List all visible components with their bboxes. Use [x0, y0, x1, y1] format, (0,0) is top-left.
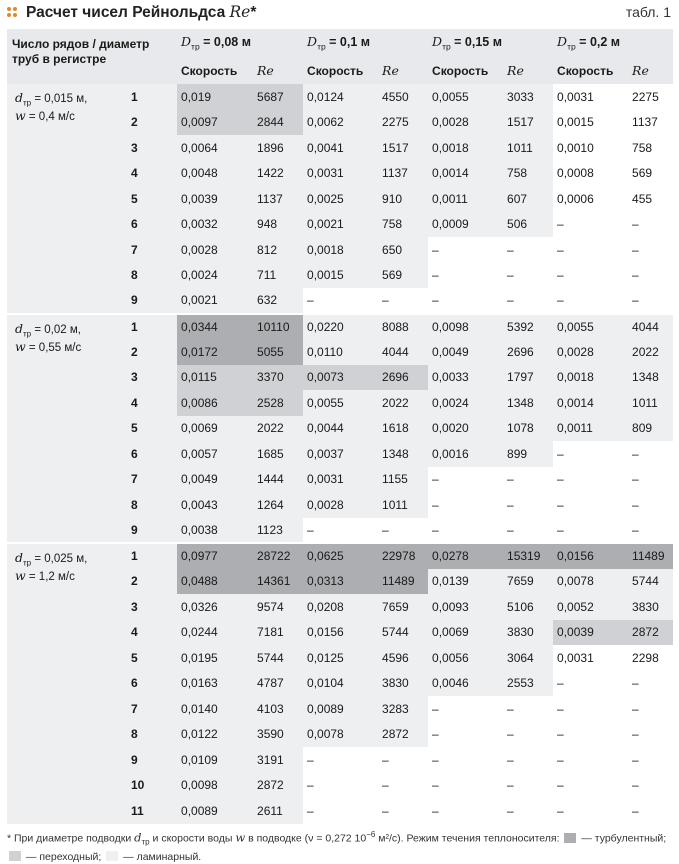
speed-cell: – — [428, 696, 503, 722]
group-label: $d_{тр} = 0,02$ м, w = 0,55 м/с — [7, 314, 117, 544]
row-number: 4 — [117, 161, 177, 187]
re-cell: – — [503, 798, 553, 824]
re-cell: 2022 — [628, 339, 673, 365]
speed-cell: 0,0098 — [428, 314, 503, 340]
speed-cell: 0,0057 — [177, 441, 253, 467]
speed-cell: – — [553, 773, 628, 799]
re-cell: 1155 — [378, 467, 428, 493]
speed-cell: 0,0048 — [177, 161, 253, 187]
speed-cell: 0,0056 — [428, 645, 503, 671]
speed-cell: 0,0014 — [553, 390, 628, 416]
re-cell: 1517 — [503, 110, 553, 136]
row-number: 7 — [117, 237, 177, 263]
re-cell: 22978 — [378, 543, 428, 569]
re-cell: 2298 — [628, 645, 673, 671]
speed-cell: 0,0049 — [428, 339, 503, 365]
speed-cell: 0,0163 — [177, 671, 253, 697]
re-cell: 758 — [628, 135, 673, 161]
table-number-label: табл. 1 — [625, 4, 671, 20]
speed-cell: 0,0156 — [303, 620, 378, 646]
re-cell: 2696 — [378, 365, 428, 391]
speed-cell: – — [553, 492, 628, 518]
speed-cell: – — [553, 722, 628, 748]
footnote: * При диаметре подводки $d_{тр}$ и скорости воды w в подводке (ν = 0,272 $10^{-6}$ м²/с). Режим течения теплоносителя: — турбулентный; — переходный; — ламинарный. — [7, 830, 667, 863]
re-cell: 2611 — [253, 798, 303, 824]
speed-cell: 0,0220 — [303, 314, 378, 340]
speed-cell: – — [428, 263, 503, 289]
row-number: 6 — [117, 671, 177, 697]
speed-cell: 0,0028 — [177, 237, 253, 263]
title-prefix: Расчет чисел Рейнольдса — [26, 4, 230, 21]
re-cell: – — [628, 747, 673, 773]
speed-cell: 0,0031 — [303, 467, 378, 493]
row-number: 2 — [117, 110, 177, 136]
title-re: Re — [229, 3, 251, 21]
group-label: $d_{тр} = 0,025$ м, w = 1,2 м/с — [7, 543, 117, 824]
re-cell: 1137 — [378, 161, 428, 187]
re-cell: – — [628, 212, 673, 238]
speed-cell: – — [428, 747, 503, 773]
re-cell: – — [628, 518, 673, 544]
speed-cell: 0,0488 — [177, 569, 253, 595]
speed-cell: 0,0049 — [177, 467, 253, 493]
re-cell: – — [378, 798, 428, 824]
table-row — [7, 314, 673, 340]
re-cell: – — [628, 671, 673, 697]
speed-cell: 0,0078 — [303, 722, 378, 748]
speed-cell: 0,0122 — [177, 722, 253, 748]
row-number: 3 — [117, 594, 177, 620]
speed-cell: – — [428, 518, 503, 544]
re-cell: 4103 — [253, 696, 303, 722]
header-re: Re — [257, 63, 274, 78]
speed-cell: 0,0064 — [177, 135, 253, 161]
speed-cell: 0,0020 — [428, 416, 503, 442]
re-cell: 758 — [378, 212, 428, 238]
row-number: 5 — [117, 186, 177, 212]
header-re: Re — [382, 63, 399, 78]
speed-cell: – — [303, 747, 378, 773]
re-cell: – — [503, 773, 553, 799]
speed-cell: 0,0098 — [177, 773, 253, 799]
re-cell: – — [628, 467, 673, 493]
re-cell: 569 — [628, 161, 673, 187]
speed-cell: 0,0014 — [428, 161, 503, 187]
header-diameter-4: $D_{тр} = 0,2$ м — [557, 34, 621, 52]
row-number: 4 — [117, 390, 177, 416]
speed-cell: 0,0125 — [303, 645, 378, 671]
speed-cell: 0,0344 — [177, 314, 253, 340]
row-number: 2 — [117, 569, 177, 595]
re-cell: – — [628, 696, 673, 722]
legend-laminar: — ламинарный. — [120, 850, 202, 863]
speed-cell: 0,0086 — [177, 390, 253, 416]
speed-cell: – — [553, 441, 628, 467]
speed-cell: 0,0110 — [303, 339, 378, 365]
speed-cell: 0,0977 — [177, 543, 253, 569]
re-cell: 1797 — [503, 365, 553, 391]
speed-cell: 0,0052 — [553, 594, 628, 620]
speed-cell: 0,0008 — [553, 161, 628, 187]
row-number: 8 — [117, 722, 177, 748]
speed-cell: 0,0031 — [553, 84, 628, 110]
re-cell: – — [503, 467, 553, 493]
speed-cell: 0,0031 — [553, 645, 628, 671]
speed-cell: 0,0018 — [553, 365, 628, 391]
re-cell: – — [628, 263, 673, 289]
re-cell: – — [628, 237, 673, 263]
speed-cell: 0,0055 — [303, 390, 378, 416]
speed-cell: 0,0278 — [428, 543, 503, 569]
title-dots-icon — [7, 7, 19, 19]
re-cell: – — [628, 492, 673, 518]
speed-cell: – — [303, 798, 378, 824]
re-cell: – — [378, 773, 428, 799]
speed-cell: 0,0015 — [553, 110, 628, 136]
speed-cell: – — [553, 237, 628, 263]
header-speed: Скорость — [432, 63, 489, 78]
row-number: 7 — [117, 696, 177, 722]
row-number: 3 — [117, 365, 177, 391]
title-asterisk: * — [250, 4, 257, 21]
re-cell: 2844 — [253, 110, 303, 136]
re-cell: 7181 — [253, 620, 303, 646]
speed-cell: 0,0043 — [177, 492, 253, 518]
speed-cell: 0,0089 — [177, 798, 253, 824]
re-cell: – — [503, 747, 553, 773]
re-cell: 5106 — [503, 594, 553, 620]
speed-cell: – — [553, 696, 628, 722]
speed-cell: – — [553, 467, 628, 493]
row-number: 9 — [117, 518, 177, 544]
legend-transitional: — переходный; — [23, 850, 102, 863]
speed-cell: 0,0018 — [428, 135, 503, 161]
re-cell: 1517 — [378, 135, 428, 161]
re-cell: 11489 — [628, 543, 673, 569]
table-row — [7, 543, 673, 569]
re-cell: – — [503, 288, 553, 314]
re-cell: 1896 — [253, 135, 303, 161]
re-cell: 455 — [628, 186, 673, 212]
re-cell: 5744 — [628, 569, 673, 595]
re-cell: 2275 — [378, 110, 428, 136]
re-cell: 5687 — [253, 84, 303, 110]
speed-cell: 0,0037 — [303, 441, 378, 467]
header-diameter-3: $D_{тр} = 0,15$ м — [432, 34, 502, 52]
header-diameter-2: $D_{тр} = 0,1$ м — [307, 34, 371, 52]
speed-cell: 0,0033 — [428, 365, 503, 391]
header-row-label: Число рядов / диаметр труб в регистре — [12, 37, 150, 66]
re-cell: – — [503, 263, 553, 289]
header-speed: Скорость — [181, 63, 238, 78]
re-cell: 3370 — [253, 365, 303, 391]
re-cell: 1137 — [628, 110, 673, 136]
row-number: 9 — [117, 747, 177, 773]
row-number: 2 — [117, 339, 177, 365]
group-label: $d_{тр} = 0,015$ м, w = 0,4 м/с — [7, 84, 117, 314]
speed-cell: 0,0015 — [303, 263, 378, 289]
speed-cell: 0,0018 — [303, 237, 378, 263]
speed-cell: 0,0031 — [303, 161, 378, 187]
speed-cell: 0,0093 — [428, 594, 503, 620]
speed-cell: 0,0028 — [303, 492, 378, 518]
re-cell: – — [628, 441, 673, 467]
re-cell: 711 — [253, 263, 303, 289]
re-cell: 1348 — [378, 441, 428, 467]
speed-cell: 0,0021 — [177, 288, 253, 314]
row-number: 6 — [117, 441, 177, 467]
speed-cell: 0,0208 — [303, 594, 378, 620]
re-cell: 910 — [378, 186, 428, 212]
speed-cell: 0,0062 — [303, 110, 378, 136]
re-cell: 3033 — [503, 84, 553, 110]
re-cell: 506 — [503, 212, 553, 238]
speed-cell: 0,0326 — [177, 594, 253, 620]
re-cell: 5392 — [503, 314, 553, 340]
re-cell: 948 — [253, 212, 303, 238]
re-cell: 9574 — [253, 594, 303, 620]
speed-cell: 0,0011 — [553, 416, 628, 442]
re-cell: 758 — [503, 161, 553, 187]
speed-cell: 0,0006 — [553, 186, 628, 212]
re-cell: – — [378, 747, 428, 773]
row-number: 1 — [117, 314, 177, 340]
speed-cell: 0,0044 — [303, 416, 378, 442]
speed-cell: – — [303, 518, 378, 544]
re-cell: – — [628, 773, 673, 799]
speed-cell: 0,0244 — [177, 620, 253, 646]
re-cell: 812 — [253, 237, 303, 263]
speed-cell: 0,0028 — [553, 339, 628, 365]
re-cell: 3830 — [378, 671, 428, 697]
re-cell: 3830 — [503, 620, 553, 646]
header-speed: Скорость — [557, 63, 614, 78]
speed-cell: 0,0313 — [303, 569, 378, 595]
re-cell: 569 — [378, 263, 428, 289]
row-number: 1 — [117, 84, 177, 110]
row-number: 9 — [117, 288, 177, 314]
speed-cell: 0,0024 — [428, 390, 503, 416]
re-cell: 28722 — [253, 543, 303, 569]
row-number: 8 — [117, 263, 177, 289]
re-cell: 1011 — [628, 390, 673, 416]
re-cell: – — [378, 518, 428, 544]
re-cell: 1011 — [378, 492, 428, 518]
re-cell: 4596 — [378, 645, 428, 671]
re-cell: 1264 — [253, 492, 303, 518]
re-cell: 1348 — [503, 390, 553, 416]
re-cell: 1137 — [253, 186, 303, 212]
re-cell: 3064 — [503, 645, 553, 671]
re-cell: 2022 — [378, 390, 428, 416]
speed-cell: 0,0046 — [428, 671, 503, 697]
re-cell: – — [628, 722, 673, 748]
row-number: 5 — [117, 416, 177, 442]
speed-cell: 0,0039 — [553, 620, 628, 646]
re-cell: 2553 — [503, 671, 553, 697]
speed-cell: 0,0038 — [177, 518, 253, 544]
header-speed: Скорость — [307, 63, 364, 78]
table-title — [26, 3, 256, 22]
re-cell: 2872 — [628, 620, 673, 646]
speed-cell: 0,0016 — [428, 441, 503, 467]
row-number: 6 — [117, 212, 177, 238]
re-cell: 2022 — [253, 416, 303, 442]
re-cell: 4044 — [378, 339, 428, 365]
re-cell: 7659 — [503, 569, 553, 595]
re-cell: 3283 — [378, 696, 428, 722]
speed-cell: 0,0010 — [553, 135, 628, 161]
speed-cell: – — [553, 798, 628, 824]
row-number: 7 — [117, 467, 177, 493]
re-cell: 5744 — [253, 645, 303, 671]
speed-cell: – — [428, 467, 503, 493]
re-cell: 1618 — [378, 416, 428, 442]
speed-cell: 0,0156 — [553, 543, 628, 569]
speed-cell: 0,0055 — [553, 314, 628, 340]
speed-cell: – — [553, 518, 628, 544]
speed-cell: 0,0028 — [428, 110, 503, 136]
header-re: Re — [632, 63, 649, 78]
re-cell: – — [503, 492, 553, 518]
speed-cell: – — [553, 747, 628, 773]
row-number: 11 — [117, 798, 177, 824]
reynolds-table — [7, 29, 673, 824]
turbulent-swatch — [564, 833, 576, 843]
speed-cell: 0,0089 — [303, 696, 378, 722]
speed-cell: 0,0195 — [177, 645, 253, 671]
re-cell: 2872 — [378, 722, 428, 748]
speed-cell: 0,0109 — [177, 747, 253, 773]
re-cell: 809 — [628, 416, 673, 442]
re-cell: 5744 — [378, 620, 428, 646]
re-cell: – — [503, 237, 553, 263]
speed-cell: 0,0172 — [177, 339, 253, 365]
re-cell: 1348 — [628, 365, 673, 391]
speed-cell: 0,0069 — [177, 416, 253, 442]
re-cell: – — [628, 288, 673, 314]
row-number: 8 — [117, 492, 177, 518]
speed-cell: 0,0011 — [428, 186, 503, 212]
re-cell: 4787 — [253, 671, 303, 697]
re-cell: – — [503, 722, 553, 748]
re-cell: 4550 — [378, 84, 428, 110]
re-cell: – — [503, 696, 553, 722]
speed-cell: 0,0139 — [428, 569, 503, 595]
re-cell: 1685 — [253, 441, 303, 467]
speed-cell: 0,0025 — [303, 186, 378, 212]
re-cell: 1123 — [253, 518, 303, 544]
table-body — [7, 84, 673, 824]
re-cell: 1422 — [253, 161, 303, 187]
speed-cell: 0,0055 — [428, 84, 503, 110]
re-cell: 2528 — [253, 390, 303, 416]
re-cell: 1078 — [503, 416, 553, 442]
speed-cell: 0,0078 — [553, 569, 628, 595]
re-cell: 8088 — [378, 314, 428, 340]
speed-cell: 0,0073 — [303, 365, 378, 391]
speed-cell: 0,0039 — [177, 186, 253, 212]
re-cell: 2275 — [628, 84, 673, 110]
speed-cell: – — [553, 671, 628, 697]
speed-cell: 0,0625 — [303, 543, 378, 569]
speed-cell: 0,019 — [177, 84, 253, 110]
re-cell: 1011 — [503, 135, 553, 161]
speed-cell: 0,0069 — [428, 620, 503, 646]
re-cell: 607 — [503, 186, 553, 212]
re-cell: 5055 — [253, 339, 303, 365]
re-cell: 632 — [253, 288, 303, 314]
re-cell: – — [628, 798, 673, 824]
re-cell: 2872 — [253, 773, 303, 799]
speed-cell: – — [428, 492, 503, 518]
re-cell: 3590 — [253, 722, 303, 748]
row-number: 1 — [117, 543, 177, 569]
re-cell: 3830 — [628, 594, 673, 620]
speed-cell: – — [428, 773, 503, 799]
re-cell: 1444 — [253, 467, 303, 493]
row-number: 4 — [117, 620, 177, 646]
header-re: Re — [507, 63, 524, 78]
speed-cell: – — [553, 212, 628, 238]
re-cell: 650 — [378, 237, 428, 263]
re-cell: 2696 — [503, 339, 553, 365]
speed-cell: – — [428, 798, 503, 824]
speed-cell: – — [428, 288, 503, 314]
re-cell: 899 — [503, 441, 553, 467]
speed-cell: 0,0124 — [303, 84, 378, 110]
speed-cell: 0,0104 — [303, 671, 378, 697]
re-cell: 7659 — [378, 594, 428, 620]
re-cell: 4044 — [628, 314, 673, 340]
transitional-swatch — [9, 851, 21, 861]
re-cell: 15319 — [503, 543, 553, 569]
re-cell: – — [503, 518, 553, 544]
re-cell: – — [378, 288, 428, 314]
speed-cell: – — [303, 773, 378, 799]
header-diameter-1: $D_{тр} = 0,08$ м — [181, 34, 251, 52]
row-number: 10 — [117, 773, 177, 799]
re-cell: 3191 — [253, 747, 303, 773]
speed-cell: – — [303, 288, 378, 314]
speed-cell: 0,0032 — [177, 212, 253, 238]
speed-cell: 0,0097 — [177, 110, 253, 136]
speed-cell: – — [428, 722, 503, 748]
table-header — [7, 29, 673, 84]
speed-cell: – — [553, 263, 628, 289]
legend-turbulent: — турбулентный; — [578, 832, 667, 845]
speed-cell: 0,0009 — [428, 212, 503, 238]
speed-cell: 0,0115 — [177, 365, 253, 391]
re-cell: 14361 — [253, 569, 303, 595]
speed-cell: 0,0041 — [303, 135, 378, 161]
laminar-swatch — [106, 851, 118, 861]
row-number: 3 — [117, 135, 177, 161]
re-cell: 10110 — [253, 314, 303, 340]
row-number: 5 — [117, 645, 177, 671]
speed-cell: – — [553, 288, 628, 314]
title-bar — [0, 0, 679, 26]
speed-cell: 0,0024 — [177, 263, 253, 289]
table-row — [7, 84, 673, 110]
speed-cell: 0,0140 — [177, 696, 253, 722]
re-cell: 11489 — [378, 569, 428, 595]
speed-cell: 0,0021 — [303, 212, 378, 238]
speed-cell: – — [428, 237, 503, 263]
